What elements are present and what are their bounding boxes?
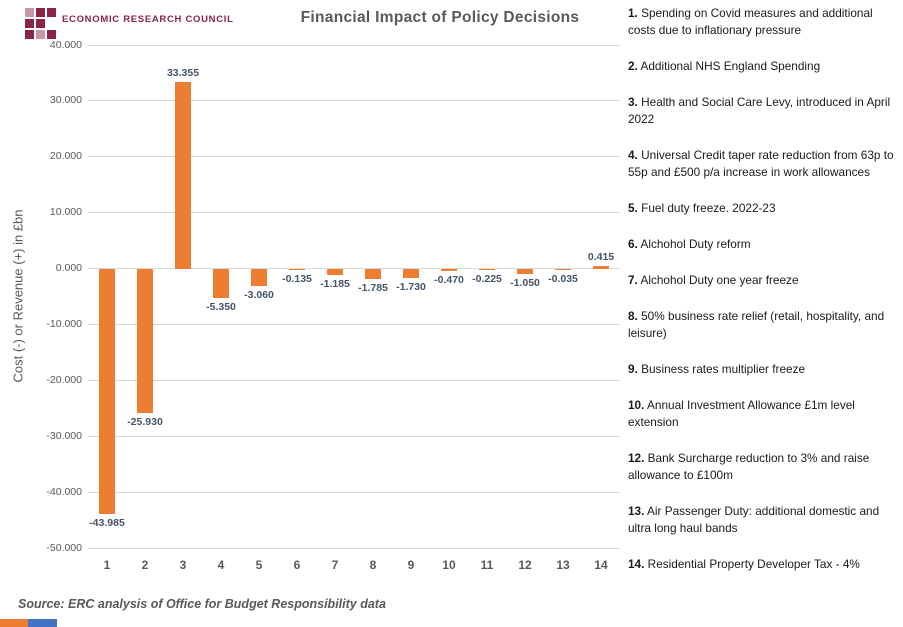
org-name: ECONOMIC RESEARCH COUNCIL [62, 14, 234, 25]
policy-item [628, 361, 902, 378]
policy-item-number: 5. [628, 201, 638, 215]
policy-item-text: 50% business rate relief (retail, hospitality, and leisure) [628, 309, 885, 340]
bar [365, 269, 381, 279]
policy-item [628, 5, 902, 39]
bar [327, 269, 343, 276]
y-axis-tick-label: -30.000 [46, 429, 82, 442]
policy-item [628, 308, 902, 342]
x-axis-label: 9 [407, 558, 415, 572]
bar-value-label: -1.730 [396, 281, 426, 294]
gridline [88, 45, 620, 46]
x-axis-label: 13 [556, 558, 570, 572]
policy-item-text: Health and Social Care Levy, introduced in April 2022 [628, 95, 891, 126]
policy-item-text: Alchohol Duty reform [637, 237, 751, 251]
policy-item-number: 3. [628, 95, 638, 109]
y-axis-tick-label: 10.000 [49, 206, 82, 219]
y-axis-tick-label: 20.000 [49, 150, 82, 163]
bar-value-label: -3.060 [244, 288, 274, 301]
bar [517, 269, 533, 275]
gridline [88, 156, 620, 157]
x-axis-label: 12 [518, 558, 532, 572]
policy-item [628, 556, 902, 573]
y-axis-tick-label: -40.000 [46, 485, 82, 498]
bar-value-label: -1.785 [358, 281, 388, 294]
gridline [88, 548, 620, 549]
policy-item-number: 6. [628, 237, 638, 251]
y-axis-tick-label: -50.000 [46, 541, 82, 554]
gridline [88, 380, 620, 381]
bar [213, 269, 229, 299]
policy-item-text: Business rates multiplier freeze [637, 362, 806, 376]
policy-item [628, 58, 902, 75]
policy-item-text: Residential Property Developer Tax - 4% [644, 557, 860, 571]
bar-value-label: -5.350 [206, 301, 236, 314]
gridline [88, 492, 620, 493]
x-axis-label: 8 [369, 558, 377, 572]
policy-item-text: Air Passenger Duty: additional domestic and ultra long haul bands [628, 504, 880, 535]
bar [593, 266, 609, 268]
policy-item-text: Bank Surcharge reduction to 3% and raise allowance to £100m [628, 451, 870, 482]
policy-item-text: Annual Investment Allowance £1m level extension [628, 398, 855, 429]
gridline [88, 324, 620, 325]
x-axis-label: 11 [480, 558, 494, 572]
x-axis-label: 6 [293, 558, 301, 572]
policy-item-number: 7. [628, 273, 638, 287]
bar-value-label: 0.415 [587, 251, 615, 264]
bar [441, 269, 457, 272]
x-axis-label: 14 [594, 558, 608, 572]
policy-item [628, 450, 902, 484]
y-axis-tick-label: 40.000 [49, 38, 82, 51]
bar-value-label: -43.985 [89, 517, 125, 530]
bar-value-label: 33.355 [166, 67, 200, 80]
chart-title: Financial Impact of Policy Decisions [300, 9, 580, 26]
policy-item-number: 9. [628, 362, 638, 376]
bar [403, 269, 419, 279]
x-axis-label: 4 [217, 558, 225, 572]
bar [289, 269, 305, 270]
policy-item-text: Fuel duty freeze. 2022-23 [637, 201, 776, 215]
policy-item [628, 147, 902, 181]
bar [251, 269, 267, 286]
x-axis-label: 1 [103, 558, 111, 572]
source-note: Source: ERC analysis of Office for Budget Responsibility data [18, 597, 386, 611]
bar [137, 269, 153, 414]
x-axis-label: 10 [442, 558, 456, 572]
gridline [88, 436, 620, 437]
x-axis-label: 5 [255, 558, 263, 572]
y-axis-tick-label: 0.000 [55, 262, 82, 275]
gridline [88, 212, 620, 213]
policy-item [628, 200, 902, 217]
footer-strip [0, 619, 57, 627]
bar-value-label: -0.035 [548, 272, 578, 285]
policy-item [628, 236, 902, 253]
x-axis-label: 3 [179, 558, 187, 572]
policy-item [628, 272, 902, 289]
bar-value-label: -0.135 [282, 272, 312, 285]
bar-value-label: -25.930 [127, 416, 163, 429]
footer-strip-segment [28, 619, 57, 627]
policy-item-number: 8. [628, 309, 638, 323]
bar-value-label: -1.050 [510, 277, 540, 290]
bar [479, 269, 495, 270]
bar [99, 269, 115, 515]
x-axis-label: 7 [331, 558, 339, 572]
policy-item-text: Alchohol Duty one year freeze [637, 273, 799, 287]
policy-item-number: 10. [628, 398, 645, 412]
y-axis-title: Cost (-) or Revenue (+) in £bn [10, 209, 26, 383]
footer-strip-segment [0, 619, 28, 627]
policy-item-number: 12. [628, 451, 645, 465]
policy-item [628, 94, 902, 128]
policy-item-text: Universal Credit taper rate reduction from 63p to 55p and £500 p/a increase in work allowances [628, 148, 894, 179]
bar-value-label: -0.225 [472, 272, 502, 285]
policy-item-number: 4. [628, 148, 638, 162]
policy-item-number: 2. [628, 59, 638, 73]
y-axis-tick-label: 30.000 [49, 94, 82, 107]
gridline [88, 268, 620, 269]
policy-item-text: Spending on Covid measures and additional costs due to inflationary pressure [628, 6, 873, 37]
policy-item-number: 14. [628, 557, 645, 571]
policy-item-number: 1. [628, 6, 638, 20]
policy-item-text: Additional NHS England Spending [637, 59, 821, 73]
x-axis-label: 2 [141, 558, 149, 572]
bar [175, 82, 191, 268]
policy-item-number: 13. [628, 504, 645, 518]
policy-legend [628, 5, 902, 592]
bar-value-label: -1.185 [320, 278, 350, 291]
bar-value-label: -0.470 [434, 274, 464, 287]
y-axis-tick-label: -20.000 [46, 373, 82, 386]
y-axis-tick-label: -10.000 [46, 317, 82, 330]
policy-item [628, 397, 902, 431]
gridline [88, 100, 620, 101]
bar [555, 269, 571, 270]
policy-item [628, 503, 902, 537]
